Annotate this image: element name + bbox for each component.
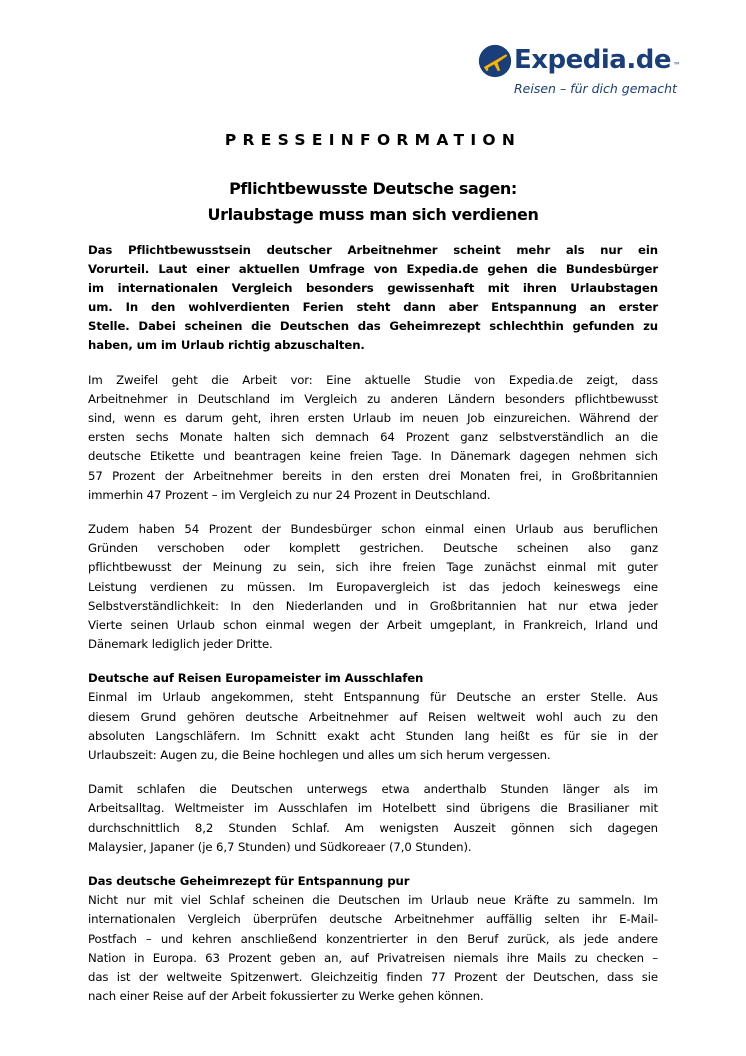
title-line: Pflichtbewusste Deutsche sagen: — [229, 179, 517, 198]
text-line: nach einer Reise auf der Arbeit fokussierter zu Werke gehen können. — [88, 988, 484, 1003]
text-line: Arbeitsalltag. Weltmeister im Ausschlafen im Hotelbett sind übrigens die Brasilianer mit — [88, 801, 658, 816]
logo-tagline: Reisen – für dich gemacht — [514, 81, 677, 96]
lead-paragraph — [88, 241, 658, 356]
text-line: absoluten Langschläfern. Im Schnitt exakt acht Stunden lang heißt es für sie in der — [88, 728, 658, 743]
text-line: Dänemark lediglich jeder Dritte. — [88, 636, 273, 651]
text-line: haben, um im Urlaub richtig abzuschalten. — [88, 338, 365, 353]
text-line: Das Pflichtbewusstsein deutscher Arbeitnehmer scheint mehr als nur ein — [88, 243, 658, 257]
expedia-logo — [476, 42, 681, 102]
text-line: Vorurteil. Laut einer aktuellen Umfrage von Expedia.de gehen die Bundesbürger — [88, 262, 658, 277]
text-line: Leistung verdienen zu müssen. Im Europavergleich ist das jedoch keineswegs eine — [88, 579, 658, 594]
logo-brand: Expedia.de — [514, 45, 671, 75]
body-paragraph — [88, 780, 658, 856]
title-line: Urlaubstage muss man sich verdienen — [207, 205, 539, 224]
text-line: 57 Prozent der Arbeitnehmer bereits in den ersten drei Monaten frei, in Großbritannien — [88, 468, 658, 483]
text-line: Arbeitnehmer in Deutschland im Vergleich zu anderen Ländern besonders pflichtbewusst — [88, 392, 658, 407]
section-europameister — [88, 669, 658, 764]
text-line: Vierte seinen Urlaub schon einmal wegen der Arbeit umgeplant, in Frankreich, Irland und — [88, 617, 658, 632]
globe-plane-icon — [478, 44, 512, 78]
text-line: Postfach – und kehren anschließend konzentrierter in den Beruf zurück, als jede andere — [88, 931, 658, 946]
document-type-heading: PRESSEINFORMATION — [224, 131, 522, 149]
text-line: Malaysier, Japaner (je 6,7 Stunden) und Südkoreaer (7,0 Stunden). — [88, 839, 472, 854]
text-line: ersten sechs Monate halten sich demnach 64 Prozent ganz selbstverständlich an die — [88, 430, 658, 445]
text-line: immerhin 47 Prozent – im Vergleich zu nur 24 Prozent in Deutschland. — [88, 487, 491, 502]
text-line: Zudem haben 54 Prozent der Bundesbürger schon einmal einen Urlaub aus beruflichen — [88, 522, 658, 537]
text-line: Gründen verschoben oder komplett gestrichen. Deutsche scheinen also ganz — [88, 541, 658, 556]
body-paragraph — [88, 371, 658, 505]
text-line: pflichtbewusst der Meinung zu sein, sich ihre freien Tage zunächst einmal mit guter — [88, 560, 658, 575]
text-line: durchschnittlich 8,2 Stunden Schlaf. Am wenigsten Auszeit gönnen sich dagegen — [88, 820, 658, 835]
text-line: sind, wenn es darum geht, ihren ersten Urlaub im neuen Job einzureichen. Während der — [88, 411, 658, 426]
section-heading: Deutsche auf Reisen Europameister im Ausschlafen — [88, 671, 424, 686]
text-line: Damit schlafen die Deutschen unterwegs etwa anderthalb Stunden länger als im — [88, 782, 658, 797]
text-line: Im Zweifel geht die Arbeit vor: Eine aktuelle Studie von Expedia.de zeigt, dass — [88, 373, 658, 388]
text-line: Urlaubszeit: Augen zu, die Beine hochlegen und alles um sich herum vergessen. — [88, 747, 551, 762]
text-line: Einmal im Urlaub angekommen, steht Entspannung für Deutsche an erster Stelle. Aus — [88, 690, 658, 705]
section-geheimrezept — [88, 872, 658, 1006]
text-line: Selbstverständlichkeit: In den Niederlanden und in Großbritannien hat nur etwa jeder — [88, 598, 658, 613]
article-body — [88, 241, 658, 1021]
text-line: das ist der weltweite Spitzenwert. Gleichzeitig finden 77 Prozent der Deutschen, dass sie — [88, 969, 658, 984]
press-release-title — [0, 176, 746, 228]
text-line: um. In den wohlverdienten Ferien steht dann aber Entspannung an erster — [88, 300, 658, 315]
text-line: deutsche Etikette und beantragen keine freien Tage. In Dänemark dagegen nehmen sich — [88, 449, 658, 464]
text-line: Nation in Europa. 63 Prozent geben an, auf Privatreisen niemals ihre Mails zu checken – — [88, 950, 658, 965]
section-heading: Das deutsche Geheimrezept für Entspannung pur — [88, 874, 410, 889]
text-line: diesem Grund gehören deutsche Arbeitnehmer auf Reisen weltweit wohl auch zu den — [88, 709, 658, 724]
text-line: im internationalen Vergleich besonders gewissenhaft mit ihren Urlaubstagen — [88, 281, 658, 296]
text-line: Stelle. Dabei scheinen die Deutschen das Geheimrezept schlechthin gefunden zu — [88, 319, 658, 334]
text-line: internationalen Vergleich überprüfen deutsche Arbeitnehmer auffällig selten ihr E-Mail- — [88, 912, 658, 927]
logo-wordmark — [514, 42, 680, 78]
text-line: Nicht nur mit viel Schlaf scheinen die Deutschen im Urlaub neue Kräfte zu sammeln. Im — [88, 893, 658, 908]
body-paragraph — [88, 520, 658, 654]
trademark-symbol: ™ — [672, 61, 681, 70]
